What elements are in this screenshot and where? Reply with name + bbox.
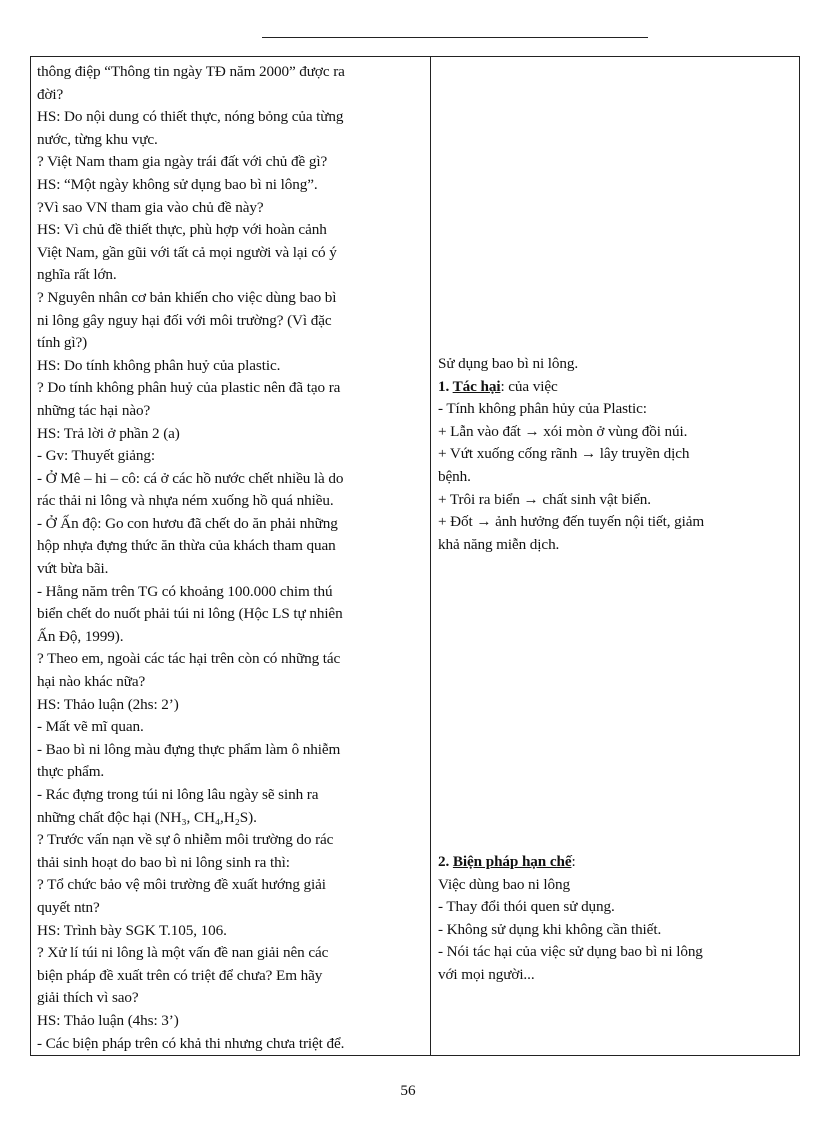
text-line: ni lông gây nguy hại đối với môi trường? (Vì đặc: [37, 311, 332, 329]
text-line: đời?: [37, 85, 64, 103]
text-line: Ấn Độ, 1999).: [37, 627, 124, 645]
text-line: những chất độc hại (NH₃, CH₄,H₂S).: [37, 808, 257, 826]
text-line: - Nói tác hại của việc sử dụng bao bì ni lông: [438, 943, 703, 961]
text-line: - Hằng năm trên TG có khoảng 100.000 chim thú: [37, 582, 333, 600]
heading-rest: : của việc: [500, 377, 558, 395]
text-line: biện pháp đề xuất trên có triệt để chưa? Em hãy: [37, 966, 323, 984]
text-line: HS: Thảo luận (2hs: 2’): [37, 695, 179, 713]
heading-number: 1.: [438, 377, 453, 395]
teacher-student-activity-column: [31, 57, 431, 1055]
text-line: - Bao bì ni lông màu đựng thực phẩm làm ô nhiễm: [37, 740, 341, 758]
text-line: Việt Nam, gần gũi với tất cả mọi người và lại có ý: [37, 243, 337, 261]
text-line: HS: “Một ngày không sử dụng bao bì ni lông”.: [37, 175, 318, 193]
text-line: - Các biện pháp trên có khả thi nhưng chưa triệt để.: [37, 1034, 345, 1052]
heading-rest: :: [571, 853, 576, 870]
text-line: + Lẫn vào đất → xói mòn ở vùng đồi núi.: [438, 422, 688, 440]
text-line: - Rác đựng trong túi ni lông lâu ngày sẽ sinh ra: [37, 786, 319, 803]
heading-title: Tác hại: [452, 377, 501, 395]
text-line: giải thích vì sao?: [37, 989, 139, 1007]
text-line: hại nào khác nữa?: [37, 673, 146, 691]
lesson-table: [30, 56, 800, 1056]
measures-heading: [438, 851, 703, 874]
text-line: - Ở Mê – hi – cô: cá ở các hồ nước chết nhiều là do: [37, 469, 344, 487]
harms-section: [438, 353, 704, 556]
text-line: - Gv: Thuyết giảng:: [37, 447, 156, 465]
text-line: HS: Vì chủ đề thiết thực, phù hợp với hoàn cảnh: [37, 221, 327, 239]
text-line: + Đốt → ảnh hưởng đến tuyến nội tiết, giảm: [438, 513, 705, 531]
text-line: HS: Do nội dung có thiết thực, nóng bỏng của từng: [37, 108, 344, 126]
limit-measures-section: [438, 851, 703, 987]
heading-title: Biện pháp hạn chế: [452, 853, 572, 870]
text-line: HS: Trả lời ở phần 2 (a): [37, 424, 180, 442]
text-line: - Thay đổi thói quen sử dụng.: [438, 898, 615, 916]
lesson-content-column: [431, 57, 799, 1055]
heading-number: 2.: [438, 853, 453, 870]
text-line: nghĩa rất lớn.: [37, 266, 117, 284]
text-line: ?Vì sao VN tham gia vào chủ đề này?: [37, 198, 264, 216]
text-line: khả năng miễn dịch.: [438, 535, 560, 553]
section-intro: Sử dụng bao bì ni lông.: [438, 355, 579, 372]
text-line: ? Xử lí túi ni lông là một vấn đề nan giải nên các: [37, 944, 329, 962]
text-line: - Ở Ấn độ: Go con hươu đã chết do ăn phải những: [37, 514, 338, 532]
text-line: thải sinh hoạt do bao bì ni lông sinh ra thì:: [37, 853, 290, 871]
text-line: - Tính không phân hủy của Plastic:: [438, 400, 647, 418]
text-line: bệnh.: [438, 467, 471, 485]
text-line: biển chết do nuốt phải túi ni lông (Hộc LS tự nhiên: [37, 605, 343, 623]
text-line: HS: Thảo luận (4hs: 3’): [37, 1011, 179, 1029]
text-line: rác thải ni lông và nhựa ném xuống hồ quá nhiều.: [37, 492, 334, 510]
text-line: - Mất vẽ mĩ quan.: [37, 718, 144, 736]
text-line: + Trôi ra biển → chất sinh vật biển.: [438, 490, 651, 508]
text-line: tính gì?): [37, 334, 88, 352]
text-line: với mọi người...: [438, 965, 535, 983]
text-line: thực phẩm.: [37, 763, 105, 781]
text-line: quyết ntn?: [37, 898, 100, 916]
header-rule: [262, 37, 648, 38]
text-line: + Vứt xuống cống rãnh → lây truyền dịch: [438, 445, 690, 463]
text-line: HS: Do tính không phân huỷ của plastic.: [37, 356, 281, 374]
text-line: ? Việt Nam tham gia ngày trái đất với chủ đề gì?: [37, 153, 328, 171]
text-line: nước, từng khu vực.: [37, 130, 158, 148]
text-line: ? Nguyên nhân cơ bản khiến cho việc dùng bao bì: [37, 288, 337, 306]
text-line: HS: Trình bày SGK T.105, 106.: [37, 921, 227, 939]
page-number: 56: [400, 1082, 416, 1099]
text-line: vứt bừa bãi.: [37, 560, 109, 578]
text-line: - Không sử dụng khi không cần thiết.: [438, 920, 662, 938]
text-line: ? Theo em, ngoài các tác hại trên còn có những tác: [37, 650, 341, 668]
text-line: hộp nhựa đựng thức ăn thừa của khách tham quan: [37, 537, 336, 555]
text-line: những tác hại nào?: [37, 401, 151, 419]
harms-heading: [438, 376, 704, 399]
text-line: ? Trước vấn nạn về sự ô nhiễm môi trường do rác: [37, 831, 334, 849]
text-line: ? Tổ chức bảo vệ môi trường đề xuất hướng giải: [37, 876, 326, 894]
text-line: Việc dùng bao ni lông: [438, 875, 570, 893]
text-line: thông điệp “Thông tin ngày TĐ năm 2000” được ra: [37, 63, 345, 80]
text-line: ? Do tính không phân huỷ của plastic nên đã tạo ra: [37, 379, 341, 397]
